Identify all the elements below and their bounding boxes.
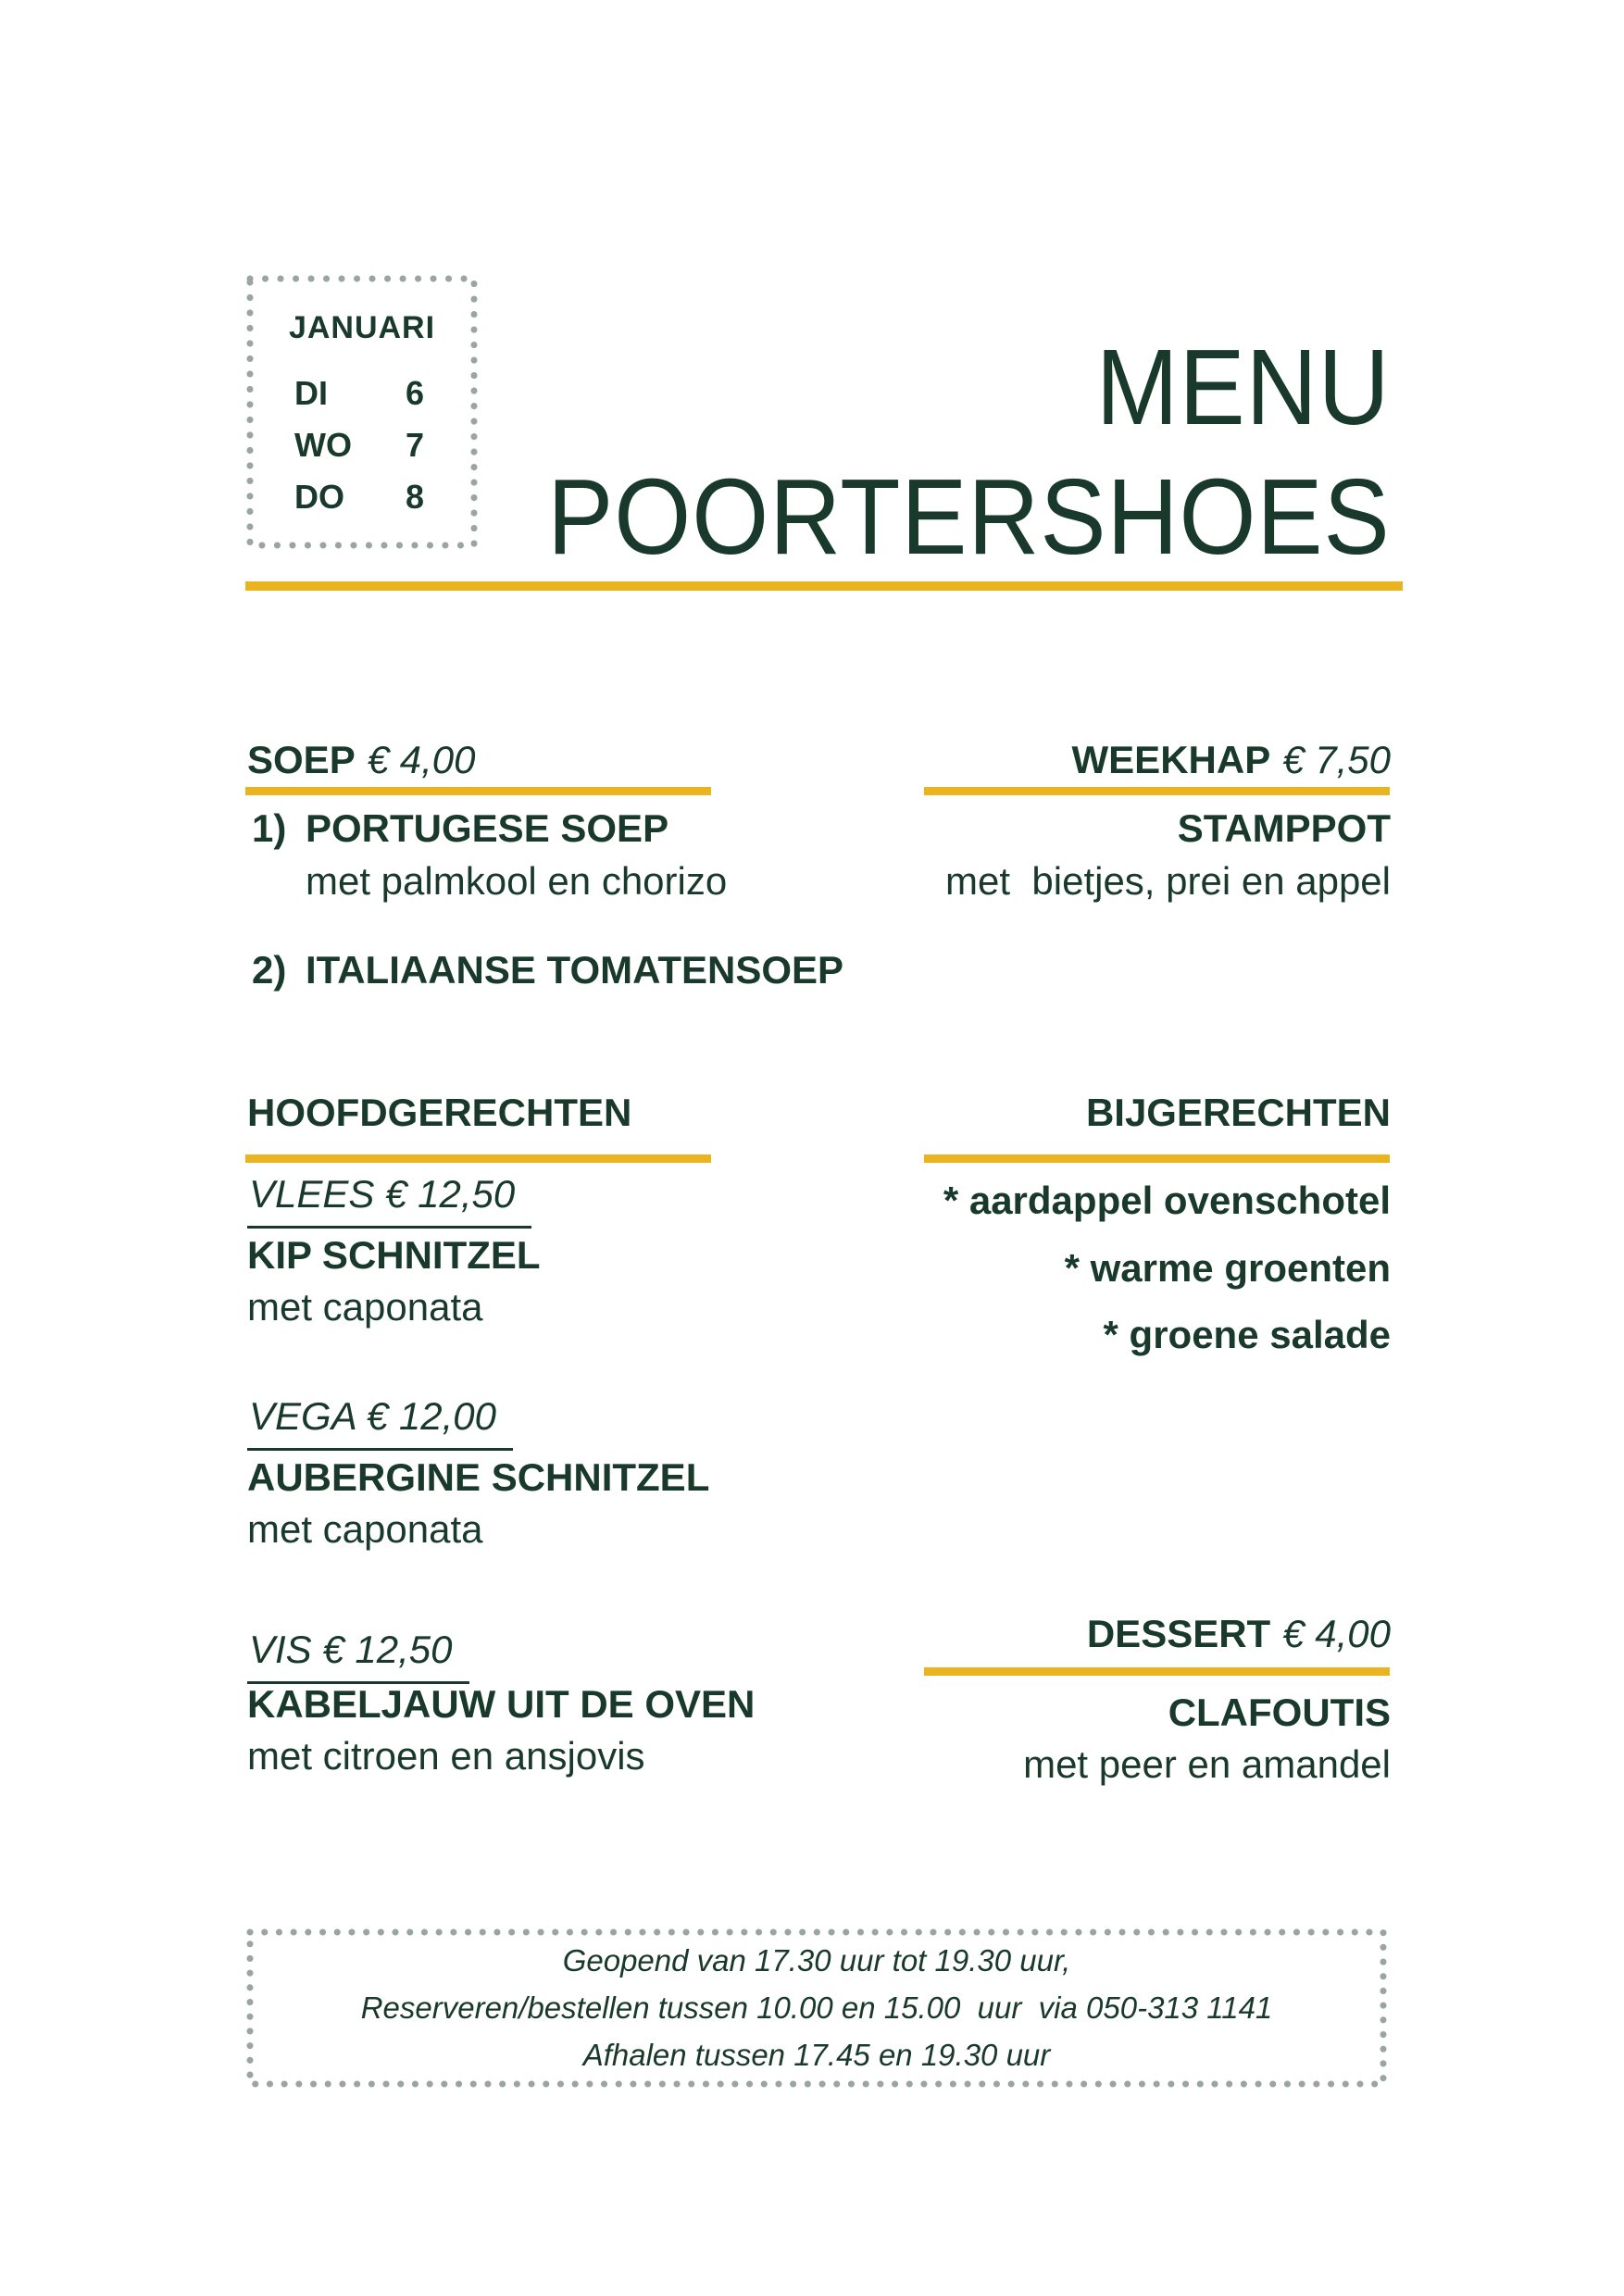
- vega-item-description: met caponata: [247, 1507, 483, 1551]
- vlees-category-label: VLEES € 12,50: [247, 1170, 531, 1229]
- hoofdgerechten-heading: HOOFDGERECHTEN: [247, 1091, 632, 1134]
- info-line-pickup: Afhalen tussen 17.45 en 19.30 uur: [582, 2038, 1051, 2072]
- weekhap-price: € 7,50: [1282, 738, 1391, 781]
- weekhap-item-name: STAMPPOT: [1177, 806, 1391, 850]
- date-box: [246, 275, 478, 549]
- menu-item-2-name: ITALIAANSE TOMATENSOEP: [306, 948, 844, 992]
- dotted-border-icon: [246, 275, 478, 549]
- weekhap-rule: [924, 787, 1390, 795]
- day-number: 6: [405, 374, 424, 412]
- vis-category-line: [247, 1626, 469, 1684]
- weekhap-heading: WEEKHAP: [1071, 738, 1271, 781]
- vlees-item-name: KIP SCHNITZEL: [247, 1233, 541, 1277]
- title-line-poortershoes: POORTERSHOES: [547, 456, 1391, 577]
- info-line-reservation: Reserveren/bestellen tussen 10.00 en 15.00 uur via 050-313 1141: [360, 1990, 1273, 2025]
- menu-item-1-number: 1): [252, 806, 287, 850]
- bijgerecht-item: * aardappel ovenschotel: [943, 1179, 1391, 1222]
- title-line-menu: MENU: [1096, 327, 1391, 447]
- menu-item-1-name: PORTUGESE SOEP: [306, 806, 669, 850]
- day-number: 7: [405, 426, 424, 464]
- vega-category-label: VEGA € 12,00: [247, 1392, 513, 1451]
- date-box-month: JANUARI: [288, 310, 436, 345]
- vega-item-name: AUBERGINE SCHNITZEL: [247, 1455, 710, 1499]
- bijgerechten-heading: BIJGERECHTEN: [1085, 1091, 1391, 1134]
- vlees-item-description: met caponata: [247, 1285, 483, 1329]
- day-label: WO: [294, 426, 352, 464]
- hoofdgerechten-rule: [245, 1154, 711, 1163]
- day-number: 8: [405, 478, 424, 516]
- vis-category-label: VIS € 12,50: [247, 1626, 469, 1684]
- menu-item-2-number: 2): [252, 948, 287, 992]
- dotted-border-icon: [246, 1928, 1387, 2088]
- soep-heading-line: [247, 736, 476, 784]
- info-line-opening-hours: Geopend van 17.30 uur tot 19.30 uur,: [562, 1943, 1071, 1978]
- dessert-item-name: CLAFOUTIS: [1168, 1691, 1391, 1734]
- dessert-heading: DESSERT: [1086, 1612, 1271, 1655]
- dessert-price: € 4,00: [1282, 1612, 1391, 1655]
- bijgerechten-rule: [924, 1154, 1390, 1163]
- menu-item-1-description: met palmkool en chorizo: [306, 859, 728, 903]
- menu-item-2: [252, 946, 843, 994]
- bijgerecht-item: * warme groenten: [1064, 1246, 1391, 1290]
- day-label: DO: [294, 478, 344, 516]
- vlees-category-line: [247, 1170, 531, 1229]
- soep-price: € 4,00: [367, 738, 476, 781]
- bijgerecht-item: * groene salade: [1103, 1313, 1391, 1356]
- vega-category-line: [247, 1392, 513, 1451]
- vis-item-description: met citroen en ansjovis: [247, 1734, 645, 1778]
- info-box: [246, 1928, 1387, 2088]
- weekhap-item-description: met bietjes, prei en appel: [945, 859, 1391, 903]
- dessert-item-description: met peer en amandel: [1023, 1742, 1391, 1786]
- page-title: [548, 322, 1391, 581]
- dessert-rule: [924, 1667, 1390, 1676]
- title-rule: [245, 581, 1403, 591]
- vis-item-name: KABELJAUW UIT DE OVEN: [247, 1682, 756, 1726]
- soep-heading: SOEP: [247, 738, 356, 781]
- dessert-heading-line: [1087, 1610, 1391, 1658]
- menu-item-1: [252, 805, 668, 853]
- weekhap-heading-line: [1072, 736, 1391, 784]
- day-label: DI: [294, 374, 328, 412]
- soep-rule: [245, 787, 711, 795]
